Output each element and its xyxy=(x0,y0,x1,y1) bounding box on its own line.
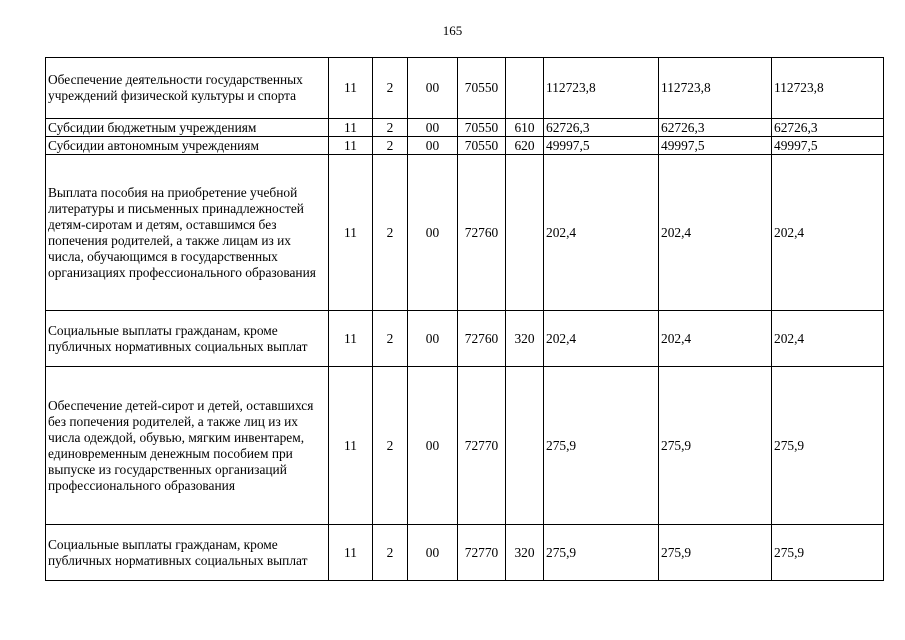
budget-table xyxy=(45,57,884,581)
subsection-code: 2 xyxy=(373,119,408,137)
subsection-code: 2 xyxy=(373,525,408,581)
program-code: 00 xyxy=(408,119,458,137)
amount-year-2: 275,9 xyxy=(659,525,772,581)
row-name: Выплата пособия на приобретение учебной литературы и письменных принадлежностей детям-сиротам и детям, оставшимся без попечения родителей, а также лицам из их числа, обучающимся в государственных организациях профессионального образования xyxy=(46,155,329,311)
table-row xyxy=(46,367,884,525)
row-name: Обеспечение деятельности государственных учреждений физической культуры и спорта xyxy=(46,58,329,119)
amount-year-1: 112723,8 xyxy=(544,58,659,119)
amount-year-2: 112723,8 xyxy=(659,58,772,119)
page-number: 165 xyxy=(442,23,463,38)
amount-year-1: 202,4 xyxy=(544,155,659,311)
item-code: 70550 xyxy=(458,137,506,155)
amount-year-1: 49997,5 xyxy=(544,137,659,155)
program-code: 00 xyxy=(408,58,458,119)
expense-type-code xyxy=(506,58,544,119)
table-row xyxy=(46,525,884,581)
row-name: Субсидии автономным учреждениям xyxy=(46,137,329,155)
program-code: 00 xyxy=(408,525,458,581)
row-name: Социальные выплаты гражданам, кроме публичных нормативных социальных выплат xyxy=(46,311,329,367)
amount-year-3: 275,9 xyxy=(772,367,884,525)
row-name: Обеспечение детей-сирот и детей, оставшихся без попечения родителей, а также лиц из их числа одеждой, обувью, мягким инвентарем, единовременным денежным пособием при выпуске из государственных организаций профессионального образования xyxy=(46,367,329,525)
item-code: 70550 xyxy=(458,119,506,137)
table-row xyxy=(46,311,884,367)
section-code: 11 xyxy=(329,367,373,525)
program-code: 00 xyxy=(408,155,458,311)
section-code: 11 xyxy=(329,58,373,119)
expense-type-code xyxy=(506,155,544,311)
expense-type-code: 620 xyxy=(506,137,544,155)
row-name: Субсидии бюджетным учреждениям xyxy=(46,119,329,137)
expense-type-code: 320 xyxy=(506,311,544,367)
amount-year-2: 202,4 xyxy=(659,311,772,367)
section-code: 11 xyxy=(329,155,373,311)
amount-year-1: 275,9 xyxy=(544,525,659,581)
amount-year-1: 202,4 xyxy=(544,311,659,367)
amount-year-3: 275,9 xyxy=(772,525,884,581)
table-row xyxy=(46,58,884,119)
table-row xyxy=(46,155,884,311)
amount-year-3: 202,4 xyxy=(772,155,884,311)
table-row xyxy=(46,137,884,155)
expense-type-code: 610 xyxy=(506,119,544,137)
program-code: 00 xyxy=(408,311,458,367)
program-code: 00 xyxy=(408,137,458,155)
subsection-code: 2 xyxy=(373,311,408,367)
section-code: 11 xyxy=(329,311,373,367)
subsection-code: 2 xyxy=(373,58,408,119)
amount-year-1: 62726,3 xyxy=(544,119,659,137)
item-code: 72770 xyxy=(458,525,506,581)
amount-year-3: 62726,3 xyxy=(772,119,884,137)
amount-year-2: 62726,3 xyxy=(659,119,772,137)
row-name: Социальные выплаты гражданам, кроме публичных нормативных социальных выплат xyxy=(46,525,329,581)
section-code: 11 xyxy=(329,119,373,137)
subsection-code: 2 xyxy=(373,155,408,311)
amount-year-2: 202,4 xyxy=(659,155,772,311)
item-code: 72760 xyxy=(458,311,506,367)
amount-year-3: 202,4 xyxy=(772,311,884,367)
program-code: 00 xyxy=(408,367,458,525)
item-code: 72770 xyxy=(458,367,506,525)
amount-year-2: 49997,5 xyxy=(659,137,772,155)
section-code: 11 xyxy=(329,525,373,581)
section-code: 11 xyxy=(329,137,373,155)
amount-year-1: 275,9 xyxy=(544,367,659,525)
amount-year-3: 49997,5 xyxy=(772,137,884,155)
subsection-code: 2 xyxy=(373,367,408,525)
expense-type-code xyxy=(506,367,544,525)
table-row xyxy=(46,119,884,137)
item-code: 72760 xyxy=(458,155,506,311)
amount-year-2: 275,9 xyxy=(659,367,772,525)
subsection-code: 2 xyxy=(373,137,408,155)
amount-year-3: 112723,8 xyxy=(772,58,884,119)
expense-type-code: 320 xyxy=(506,525,544,581)
item-code: 70550 xyxy=(458,58,506,119)
